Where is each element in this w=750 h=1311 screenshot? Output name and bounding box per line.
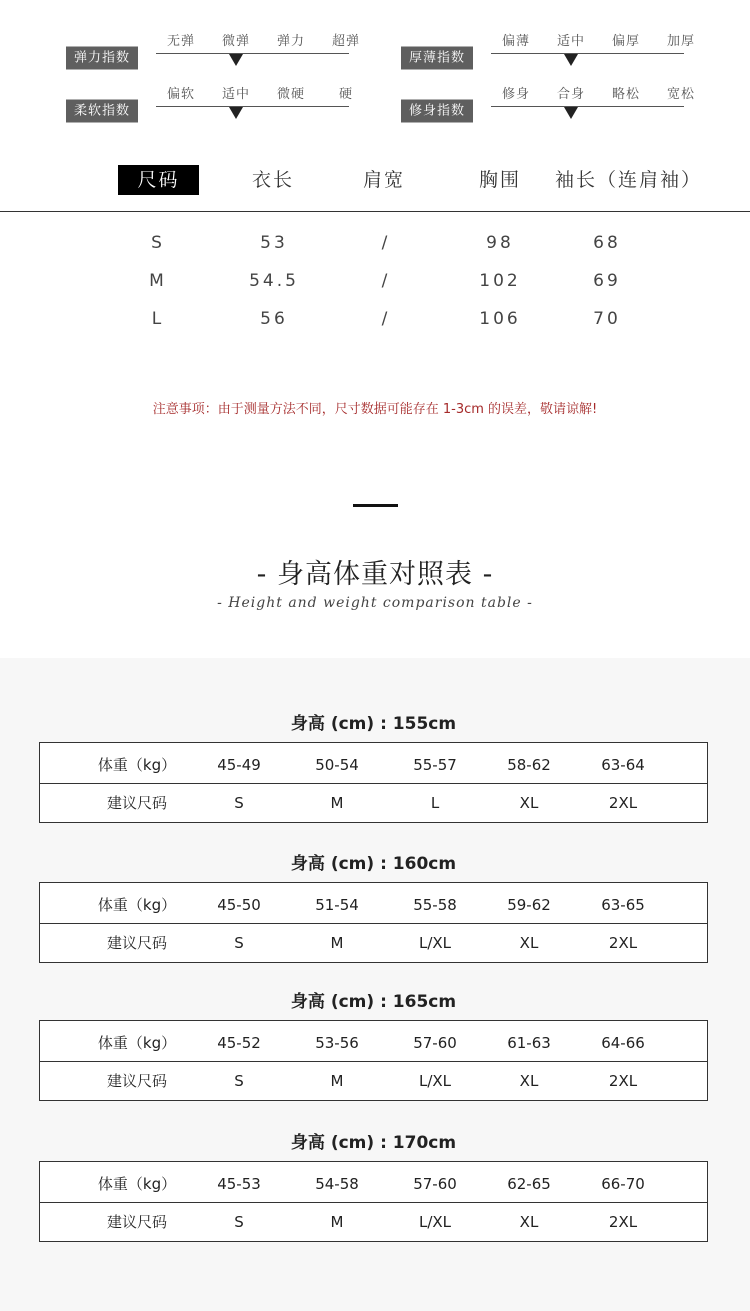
- weight-cell: 63-64: [601, 756, 645, 774]
- weight-size-table: [39, 882, 708, 963]
- index-track: [156, 106, 349, 107]
- weight-row: [40, 1024, 707, 1062]
- weight-size-table: [39, 1020, 708, 1101]
- weight-label: 体重（kg）: [97, 756, 177, 774]
- shoulder-cell: /: [381, 233, 391, 253]
- size-cell: S: [234, 1072, 244, 1090]
- index-label: 弹力指数: [66, 47, 138, 70]
- index-pointer-icon: [229, 54, 243, 66]
- size-row: [40, 1203, 707, 1241]
- shoulder-cell: /: [381, 309, 391, 329]
- size-header-cell: 胸围: [479, 169, 522, 191]
- index-levels: [156, 30, 360, 50]
- weight-cell: 54-58: [315, 1175, 359, 1193]
- size-cell: M: [330, 794, 344, 812]
- height-title: 身高 (cm) : 165cm: [290, 992, 457, 1012]
- sleeve-cell: 70: [593, 309, 621, 329]
- chest-cell: 106: [479, 309, 521, 329]
- index-level: 适中: [221, 87, 250, 102]
- elasticity-index: [66, 30, 360, 70]
- length-cell: 53: [260, 233, 288, 253]
- size-cell: XL: [519, 1213, 539, 1231]
- height-title: 身高 (cm) : 170cm: [290, 1133, 457, 1153]
- index-level: 硬: [338, 87, 353, 102]
- size-label: 建议尺码: [106, 934, 167, 952]
- weight-cell: 53-56: [315, 1034, 359, 1052]
- size-cell: 2XL: [608, 794, 638, 812]
- index-level: 微弹: [221, 34, 250, 49]
- weight-size-table: [39, 1161, 708, 1242]
- length-cell: 54.5: [249, 271, 299, 291]
- index-pointer-icon: [564, 54, 578, 66]
- size-header-cell: 尺码: [118, 165, 199, 195]
- table-row: [0, 233, 750, 257]
- size-row: [40, 924, 707, 962]
- weight-cell: 51-54: [315, 896, 359, 914]
- chest-cell: 98: [486, 233, 514, 253]
- index-levels: [156, 83, 356, 103]
- size-cell: 2XL: [608, 1072, 638, 1090]
- table-row: [0, 271, 750, 295]
- size-header-cell: 肩宽: [363, 169, 406, 191]
- size-label: 建议尺码: [106, 1213, 167, 1231]
- index-level: 超弹: [331, 34, 360, 49]
- index-level: 略松: [611, 87, 640, 102]
- weight-cell: 55-58: [413, 896, 457, 914]
- size-cell: M: [149, 271, 167, 291]
- size-cell: XL: [519, 794, 539, 812]
- size-cell: S: [234, 934, 244, 952]
- weight-size-table: [39, 742, 708, 823]
- size-cell: 2XL: [608, 1213, 638, 1231]
- index-level: 弹力: [276, 34, 305, 49]
- size-cell: L: [430, 794, 440, 812]
- size-label: 建议尺码: [106, 794, 167, 812]
- index-level: 加厚: [666, 34, 695, 49]
- index-level: 偏软: [166, 87, 195, 102]
- measurement-notice: 注意事项：由于测量方法不同，尺寸数据可能存在 1-3cm 的误差，敬请谅解!: [152, 402, 598, 417]
- index-level: 微硬: [276, 87, 305, 102]
- weight-row: [40, 746, 707, 784]
- index-label: 厚薄指数: [401, 47, 473, 70]
- index-label: 柔软指数: [66, 100, 138, 123]
- size-cell: M: [330, 1072, 344, 1090]
- weight-row: [40, 1165, 707, 1203]
- index-level: 偏厚: [611, 34, 640, 49]
- index-track: [491, 53, 684, 54]
- weight-cell: 66-70: [601, 1175, 645, 1193]
- weight-cell: 61-63: [507, 1034, 551, 1052]
- index-track: [491, 106, 684, 107]
- sleeve-cell: 68: [593, 233, 621, 253]
- size-cell: L/XL: [418, 1072, 452, 1090]
- size-cell: M: [330, 1213, 344, 1231]
- weight-cell: 57-60: [413, 1175, 457, 1193]
- size-cell: M: [330, 934, 344, 952]
- size-header-cell: 衣长: [252, 169, 295, 191]
- size-cell: XL: [519, 934, 539, 952]
- weight-cell: 50-54: [315, 756, 359, 774]
- weight-cell: 58-62: [507, 756, 551, 774]
- height-title: 身高 (cm) : 160cm: [290, 854, 457, 874]
- size-cell: S: [234, 1213, 244, 1231]
- size-cell: XL: [519, 1072, 539, 1090]
- thickness-index: [401, 30, 695, 70]
- index-level: 合身: [556, 87, 585, 102]
- section-subtitle: - Height and weight comparison table -: [217, 595, 533, 611]
- weight-cell: 45-52: [217, 1034, 261, 1052]
- length-cell: 56: [260, 309, 288, 329]
- index-levels: [491, 30, 695, 50]
- size-cell: 2XL: [608, 934, 638, 952]
- table-row: [0, 309, 750, 333]
- chest-cell: 102: [479, 271, 521, 291]
- height-title: 身高 (cm) : 155cm: [290, 714, 457, 734]
- sleeve-cell: 69: [593, 271, 621, 291]
- size-cell: S: [234, 794, 244, 812]
- size-cell: L: [151, 309, 165, 329]
- index-level: 偏薄: [501, 34, 530, 49]
- index-track: [156, 53, 349, 54]
- weight-label: 体重（kg）: [97, 1034, 177, 1052]
- weight-label: 体重（kg）: [97, 896, 177, 914]
- size-header-cell: 袖长（连肩袖）: [555, 169, 703, 191]
- weight-label: 体重（kg）: [97, 1175, 177, 1193]
- size-cell: L/XL: [418, 1213, 452, 1231]
- section-title: - 身高体重对照表 -: [256, 559, 494, 590]
- index-pointer-icon: [564, 107, 578, 119]
- section-divider: [353, 504, 398, 507]
- weight-cell: 45-49: [217, 756, 261, 774]
- weight-cell: 59-62: [507, 896, 551, 914]
- size-label: 建议尺码: [106, 1072, 167, 1090]
- index-level: 无弹: [166, 34, 195, 49]
- weight-cell: 57-60: [413, 1034, 457, 1052]
- softness-index: [66, 83, 356, 123]
- size-row: [40, 1062, 707, 1100]
- size-table-header: [0, 165, 750, 197]
- fit-index: [401, 83, 695, 123]
- weight-cell: 45-53: [217, 1175, 261, 1193]
- weight-cell: 62-65: [507, 1175, 551, 1193]
- weight-cell: 55-57: [413, 756, 457, 774]
- weight-cell: 63-65: [601, 896, 645, 914]
- index-level: 适中: [556, 34, 585, 49]
- size-cell: S: [151, 233, 165, 253]
- weight-row: [40, 886, 707, 924]
- weight-cell: 45-50: [217, 896, 261, 914]
- shoulder-cell: /: [381, 271, 391, 291]
- size-row: [40, 784, 707, 822]
- index-levels: [491, 83, 695, 103]
- index-level: 修身: [501, 87, 530, 102]
- weight-cell: 64-66: [601, 1034, 645, 1052]
- index-label: 修身指数: [401, 100, 473, 123]
- size-cell: L/XL: [418, 934, 452, 952]
- divider: [0, 211, 750, 212]
- index-pointer-icon: [229, 107, 243, 119]
- index-level: 宽松: [666, 87, 695, 102]
